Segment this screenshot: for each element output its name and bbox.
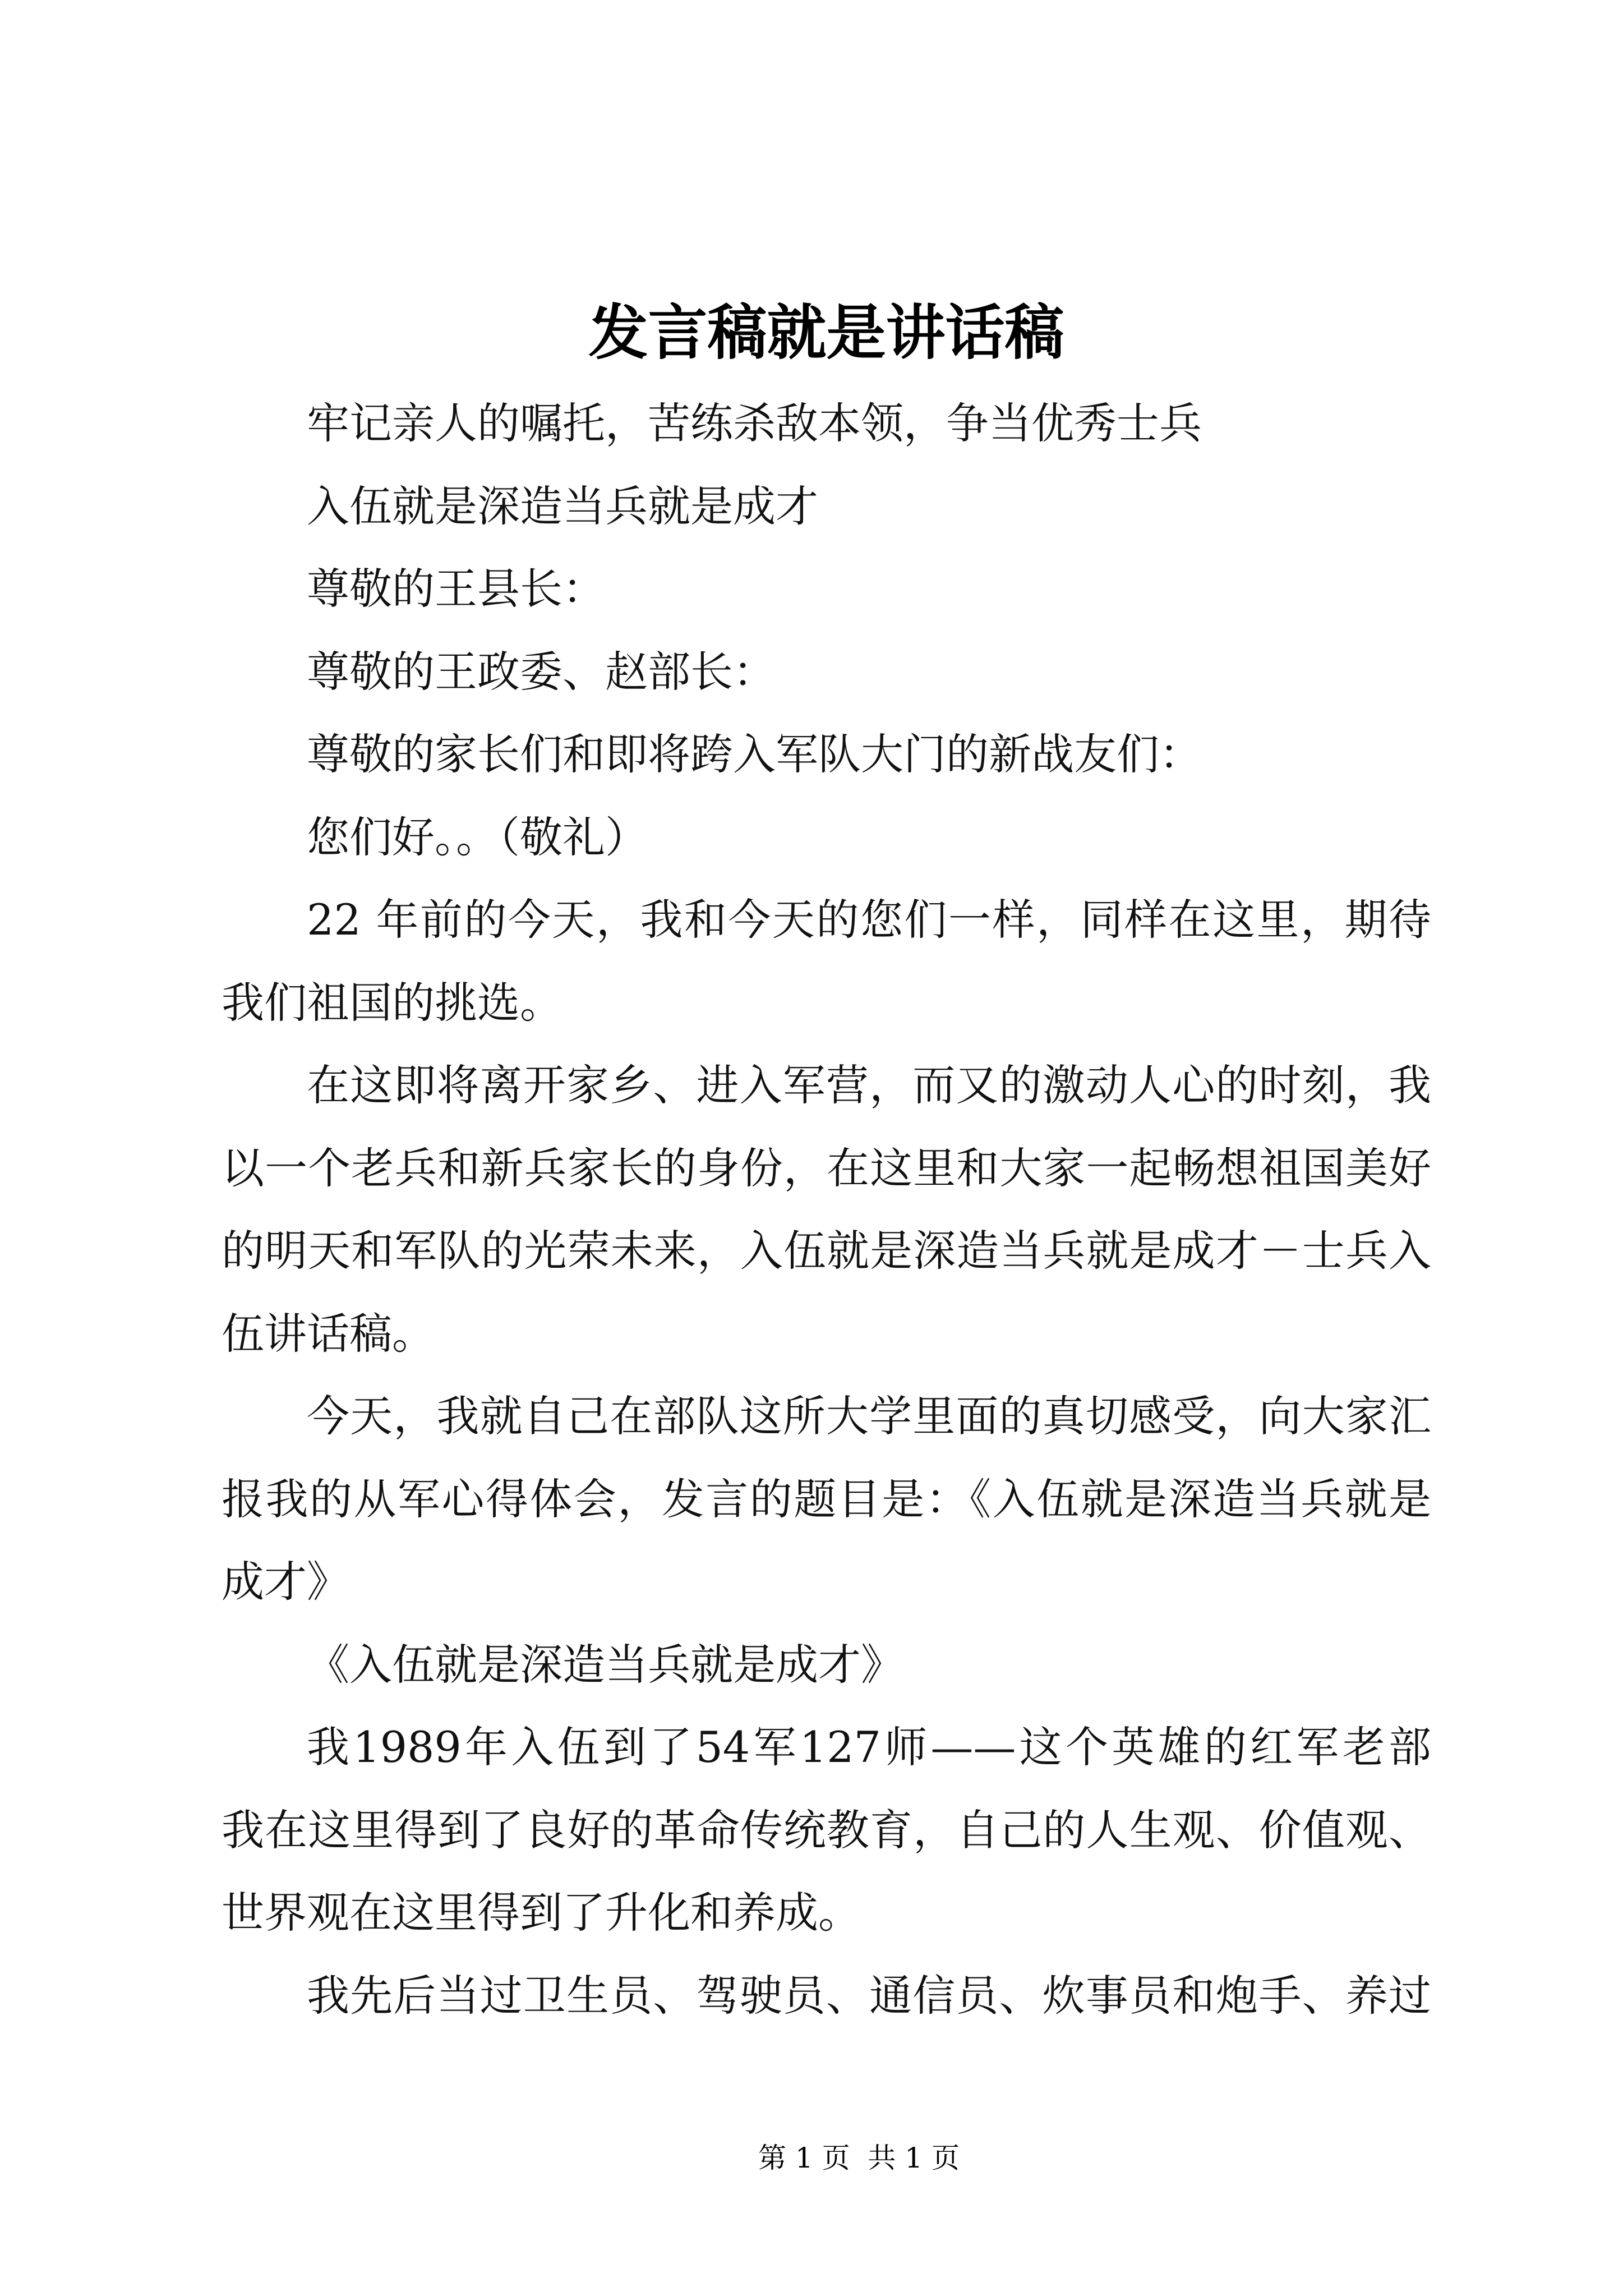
paragraph-line: 世界观在这里得到了升化和养成。 [222,1888,861,1938]
paragraph-line: 我们祖国的挑选。 [222,977,562,1028]
paragraph [222,1623,1431,1706]
document-body [222,382,1431,2037]
page-footer: 第 1 页 共 1 页 [758,2142,960,2174]
paragraph [222,547,1431,631]
paragraph-line: 报我的从军心得体会，发言的题目是：《入伍就是深造当兵就是 [222,1474,1431,1524]
paragraph-line: 您们好。。（敬礼） [307,812,648,862]
paragraph [222,796,1431,879]
paragraph [222,878,1431,1044]
paragraph [222,382,1431,465]
paragraph-line: 尊敬的家长们和即将跨入军队大门的新战友们： [307,729,1202,779]
paragraph-line: 的明天和军队的光荣未来，入伍就是深造当兵就是成才－士兵入 [222,1226,1431,1276]
paragraph-line: 在这即将离开家乡、进入军营，而又的激动人心的时刻，我 [307,1060,1431,1110]
paragraph [222,631,1431,714]
paragraph [222,713,1431,796]
paragraph-line: 伍讲话稿。 [222,1308,435,1359]
paragraph-line: 我先后当过卫生员、驾驶员、通信员、炊事员和炮手、养过 [307,1970,1431,2021]
paragraph [222,1954,1431,2037]
paragraph [222,1044,1431,1375]
paragraph [222,1706,1431,1954]
paragraph-line: 我在这里得到了良好的革命传统教育，自己的人生观、价值观、 [222,1805,1431,1855]
paragraph-line: 成才》 [222,1557,349,1607]
paragraph-line: 我1989年入伍到了54军127师——这个英雄的红军老部 [307,1722,1431,1772]
paragraph [222,1375,1431,1623]
paragraph-line: 今天，我就自己在部队这所大学里面的真切感受，向大家汇 [307,1391,1431,1441]
paragraph-line: 入伍就是深造当兵就是成才 [307,481,818,531]
paragraph-line: 尊敬的王政委、赵部长： [307,646,776,697]
document-title: 发言稿就是讲话稿 [588,297,1064,367]
paragraph-line: 《入伍就是深造当兵就是成才》 [307,1639,903,1690]
paragraph [222,465,1431,548]
paragraph-line: 尊敬的王县长： [307,564,605,614]
paragraph-line: 以一个老兵和新兵家长的身份，在这里和大家一起畅想祖国美好 [222,1143,1431,1193]
paragraph-line: 22 年前的今天，我和今天的您们一样，同样在这里，期待 [307,895,1431,945]
paragraph-line: 牢记亲人的嘱托，苦练杀敌本领，争当优秀士兵 [307,398,1202,448]
